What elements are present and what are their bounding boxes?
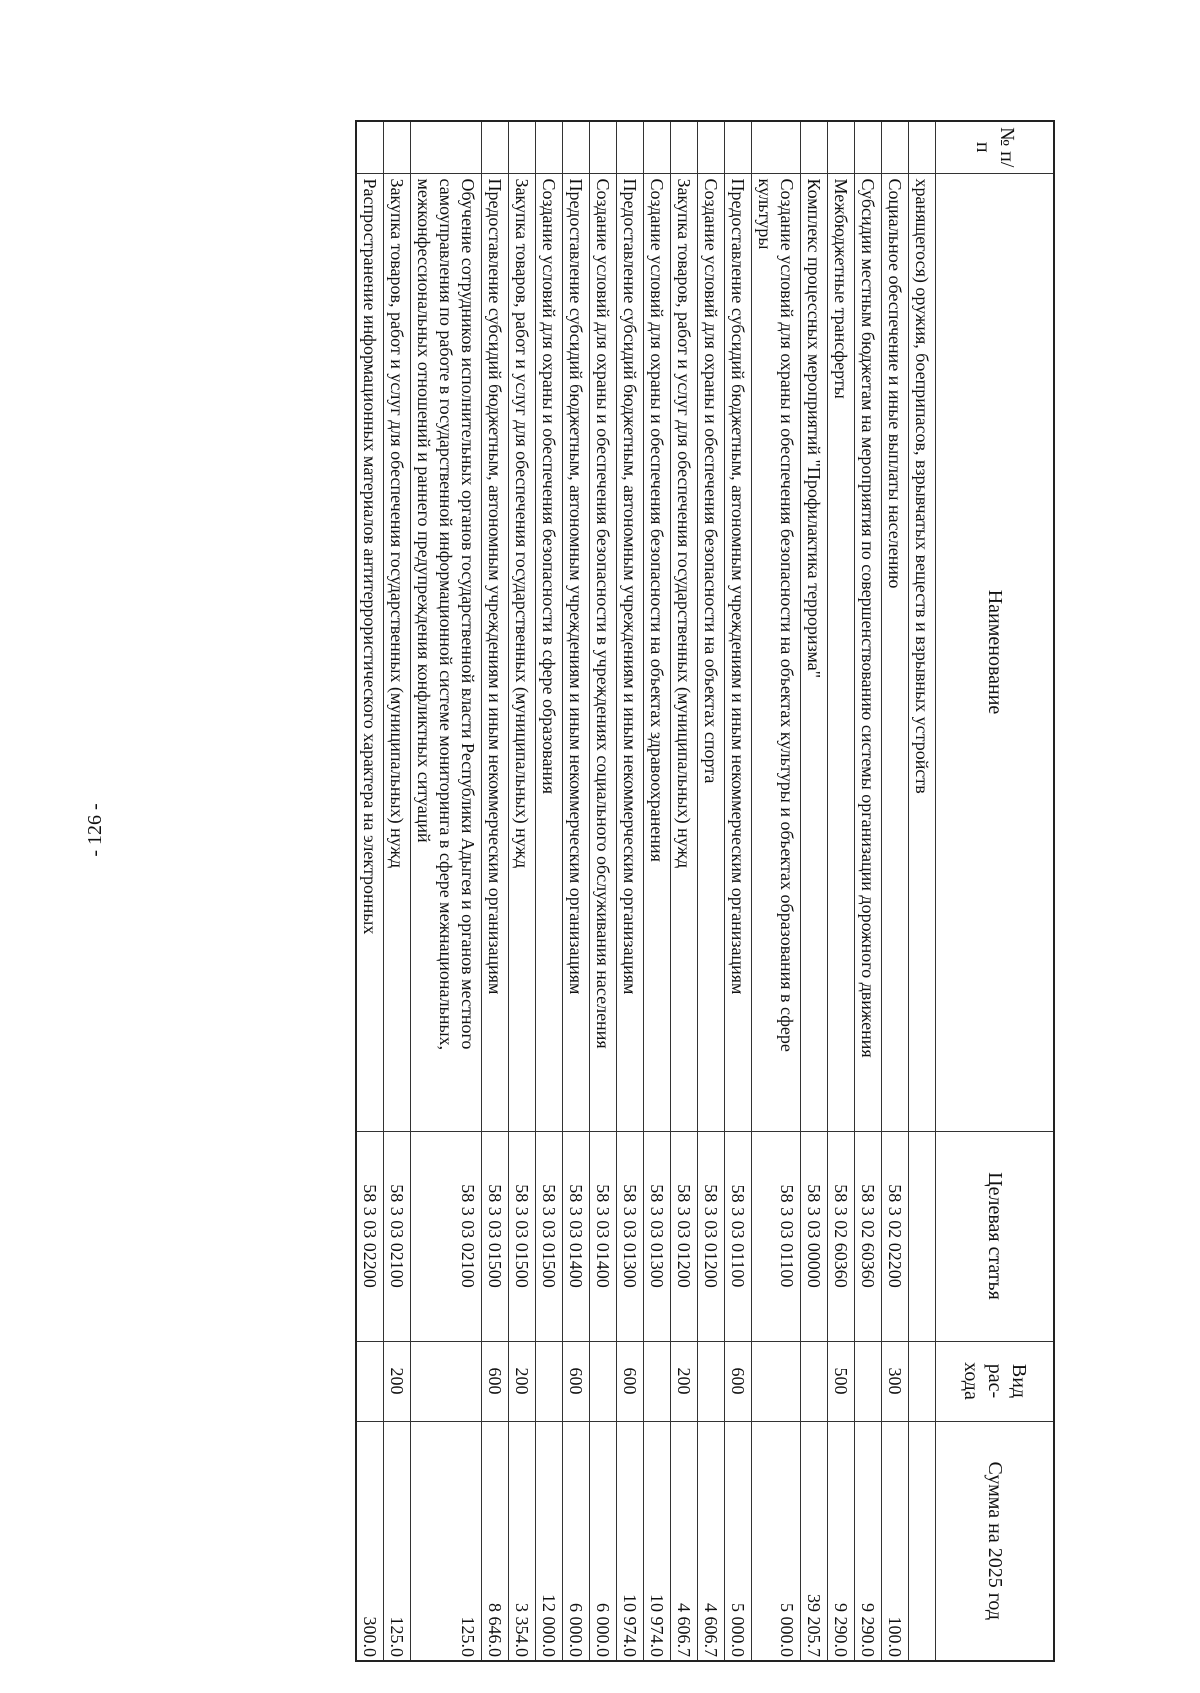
row-code-cell: 58 3 03 01500: [536, 1131, 563, 1341]
row-num-cell: [590, 121, 617, 173]
row-amount-cell: 12 000.0: [536, 1421, 563, 1661]
row-code-cell: 58 3 03 01200: [671, 1131, 698, 1341]
row-name-cell: Создание условий для охраны и обеспечения безопасности в учреждениях социального обслуживания населения: [590, 173, 617, 1131]
row-type-cell: 600: [563, 1341, 590, 1421]
row-amount-cell: 8 646.0: [482, 1421, 509, 1661]
row-amount-cell: 5 000.0: [752, 1421, 801, 1661]
row-type-cell: [801, 1341, 828, 1421]
row-amount-cell: 4 606.7: [671, 1421, 698, 1661]
table-row: [801, 121, 828, 1661]
row-amount-cell: 10 974.0: [644, 1421, 671, 1661]
row-num-cell: [644, 121, 671, 173]
header-type: Вид рас-хода: [936, 1341, 1054, 1421]
row-num-cell: [384, 121, 411, 173]
table-row: [725, 121, 752, 1661]
row-name-cell: Предоставление субсидий бюджетным, автономным учреждениям и иным некоммерческим организациям: [482, 173, 509, 1131]
row-code-cell: 58 3 03 01500: [482, 1131, 509, 1341]
row-name-cell: Распространение информационных материалов антитеррористического характера на электронных: [357, 173, 385, 1131]
row-name-cell: Межбюджетные трансферты: [828, 173, 855, 1131]
row-code-cell: 58 3 02 60360: [855, 1131, 882, 1341]
row-num-cell: [536, 121, 563, 173]
row-name-cell: Закупка товаров, работ и услуг для обеспечения государственных (муниципальных) нужд: [671, 173, 698, 1131]
row-amount-cell: 39 205.7: [801, 1421, 828, 1661]
row-name-cell: Социальное обеспечение и иные выплаты населению: [882, 173, 909, 1131]
table-row: [509, 121, 536, 1661]
header-name: Наименование: [936, 173, 1054, 1131]
table-row: [828, 121, 855, 1661]
row-code-cell: 58 3 03 01400: [590, 1131, 617, 1341]
row-amount-cell: 3 354.0: [509, 1421, 536, 1661]
table-row: [752, 121, 801, 1661]
row-type-cell: [644, 1341, 671, 1421]
row-code-cell: 58 3 02 60360: [828, 1131, 855, 1341]
row-name-cell: хранящегося) оружия, боеприпасов, взрывчатых веществ и взрывных устройств: [909, 173, 936, 1131]
row-num-cell: [698, 121, 725, 173]
table-row: [671, 121, 698, 1661]
row-name-cell: Создание условий для охраны и обеспечения безопасности в сфере образования: [536, 173, 563, 1131]
row-num-cell: [482, 121, 509, 173]
row-type-cell: 200: [384, 1341, 411, 1421]
row-amount-cell: 10 974.0: [617, 1421, 644, 1661]
row-type-cell: 600: [482, 1341, 509, 1421]
row-code-cell: 58 3 03 01100: [752, 1131, 801, 1341]
row-name-cell: Создание условий для охраны и обеспечения безопасности на объектах здравоохранения: [644, 173, 671, 1131]
row-num-cell: [882, 121, 909, 173]
row-amount-cell: 6 000.0: [590, 1421, 617, 1661]
row-code-cell: 58 3 03 02200: [357, 1131, 385, 1341]
row-num-cell: [671, 121, 698, 173]
row-type-cell: [536, 1341, 563, 1421]
row-num-cell: [801, 121, 828, 173]
row-name-cell: Предоставление субсидий бюджетным, автономным учреждениям и иным некоммерческим организациям: [617, 173, 644, 1131]
row-code-cell: 58 3 03 01200: [698, 1131, 725, 1341]
row-type-cell: [752, 1341, 801, 1421]
row-code-cell: 58 3 03 01300: [617, 1131, 644, 1341]
row-type-cell: 600: [617, 1341, 644, 1421]
table-row: [357, 121, 385, 1661]
row-type-cell: [909, 1341, 936, 1421]
row-num-cell: [411, 121, 482, 173]
row-name-cell: Комплекс процессных мероприятий "Профилактика терроризма": [801, 173, 828, 1131]
row-name-cell: Предоставление субсидий бюджетным, автономным учреждениям и иным некоммерческим организациям: [725, 173, 752, 1131]
row-num-cell: [752, 121, 801, 173]
table-row: [644, 121, 671, 1661]
row-code-cell: 58 3 03 01100: [725, 1131, 752, 1341]
page-number: - 126 -: [84, 803, 106, 857]
table-row: [482, 121, 509, 1661]
header-code: Целевая статья: [936, 1131, 1054, 1341]
budget-table-sheet: [100, 120, 1055, 1660]
table-row: [909, 121, 936, 1661]
row-num-cell: [357, 121, 385, 173]
row-type-cell: 200: [509, 1341, 536, 1421]
row-type-cell: [855, 1341, 882, 1421]
budget-table: [356, 120, 1056, 1662]
row-type-cell: 500: [828, 1341, 855, 1421]
row-num-cell: [909, 121, 936, 173]
table-row: [590, 121, 617, 1661]
row-type-cell: 600: [725, 1341, 752, 1421]
row-name-cell: Предоставление субсидий бюджетным, автономным учреждениям и иным некоммерческим организациям: [563, 173, 590, 1131]
row-name-cell: Создание условий для охраны и обеспечения безопасности на объектах культуры и объектах образования в сфере культуры: [752, 173, 801, 1131]
row-amount-cell: 6 000.0: [563, 1421, 590, 1661]
row-code-cell: 58 3 03 01300: [644, 1131, 671, 1341]
row-code-cell: 58 3 03 00000: [801, 1131, 828, 1341]
row-name-cell: Создание условий для охраны и обеспечения безопасности на объектах спорта: [698, 173, 725, 1131]
row-code-cell: 58 3 02 02200: [882, 1131, 909, 1341]
row-code-cell: 58 3 03 01400: [563, 1131, 590, 1341]
row-type-cell: [698, 1341, 725, 1421]
row-num-cell: [855, 121, 882, 173]
table-row: [617, 121, 644, 1661]
row-code-cell: [909, 1131, 936, 1341]
row-type-cell: [357, 1341, 385, 1421]
row-num-cell: [563, 121, 590, 173]
table-header-row: [936, 121, 1054, 1661]
table-row: [411, 121, 482, 1661]
row-amount-cell: 125.0: [411, 1421, 482, 1661]
table-row: [882, 121, 909, 1661]
row-num-cell: [828, 121, 855, 173]
row-name-cell: Закупка товаров, работ и услуг для обеспечения государственных (муниципальных) нужд: [384, 173, 411, 1131]
row-amount-cell: 100.0: [882, 1421, 909, 1661]
row-type-cell: [590, 1341, 617, 1421]
row-name-cell: Закупка товаров, работ и услуг для обеспечения государственных (муниципальных) нужд: [509, 173, 536, 1131]
table-row: [855, 121, 882, 1661]
table-row: [563, 121, 590, 1661]
header-amount: Сумма на 2025 год: [936, 1421, 1054, 1661]
table-body: [357, 121, 937, 1661]
header-num: № п/п: [936, 121, 1054, 173]
row-amount-cell: 5 000.0: [725, 1421, 752, 1661]
table-row: [384, 121, 411, 1661]
row-amount-cell: 9 290.0: [828, 1421, 855, 1661]
table-row: [698, 121, 725, 1661]
row-num-cell: [617, 121, 644, 173]
row-code-cell: 58 3 03 01500: [509, 1131, 536, 1341]
row-code-cell: 58 3 03 02100: [411, 1131, 482, 1341]
row-name-cell: Субсидии местным бюджетам на мероприятия по совершенствованию системы организации дорожного движения: [855, 173, 882, 1131]
row-name-cell: Обучение сотрудников исполнительных органов государственной власти Республики Адыгея и органов местного самоуправления по работе в государственной информационной системе мониторинга в сфере межнациональных, межконфессиональных отношений и раннего предупреждения конфликтных ситуаций: [411, 173, 482, 1131]
row-type-cell: 300: [882, 1341, 909, 1421]
row-amount-cell: [909, 1421, 936, 1661]
row-num-cell: [509, 121, 536, 173]
row-amount-cell: 9 290.0: [855, 1421, 882, 1661]
row-type-cell: [411, 1341, 482, 1421]
row-amount-cell: 125.0: [384, 1421, 411, 1661]
row-amount-cell: 4 606.7: [698, 1421, 725, 1661]
row-amount-cell: 300.0: [357, 1421, 385, 1661]
row-code-cell: 58 3 03 02100: [384, 1131, 411, 1341]
row-type-cell: 200: [671, 1341, 698, 1421]
row-num-cell: [725, 121, 752, 173]
table-row: [536, 121, 563, 1661]
